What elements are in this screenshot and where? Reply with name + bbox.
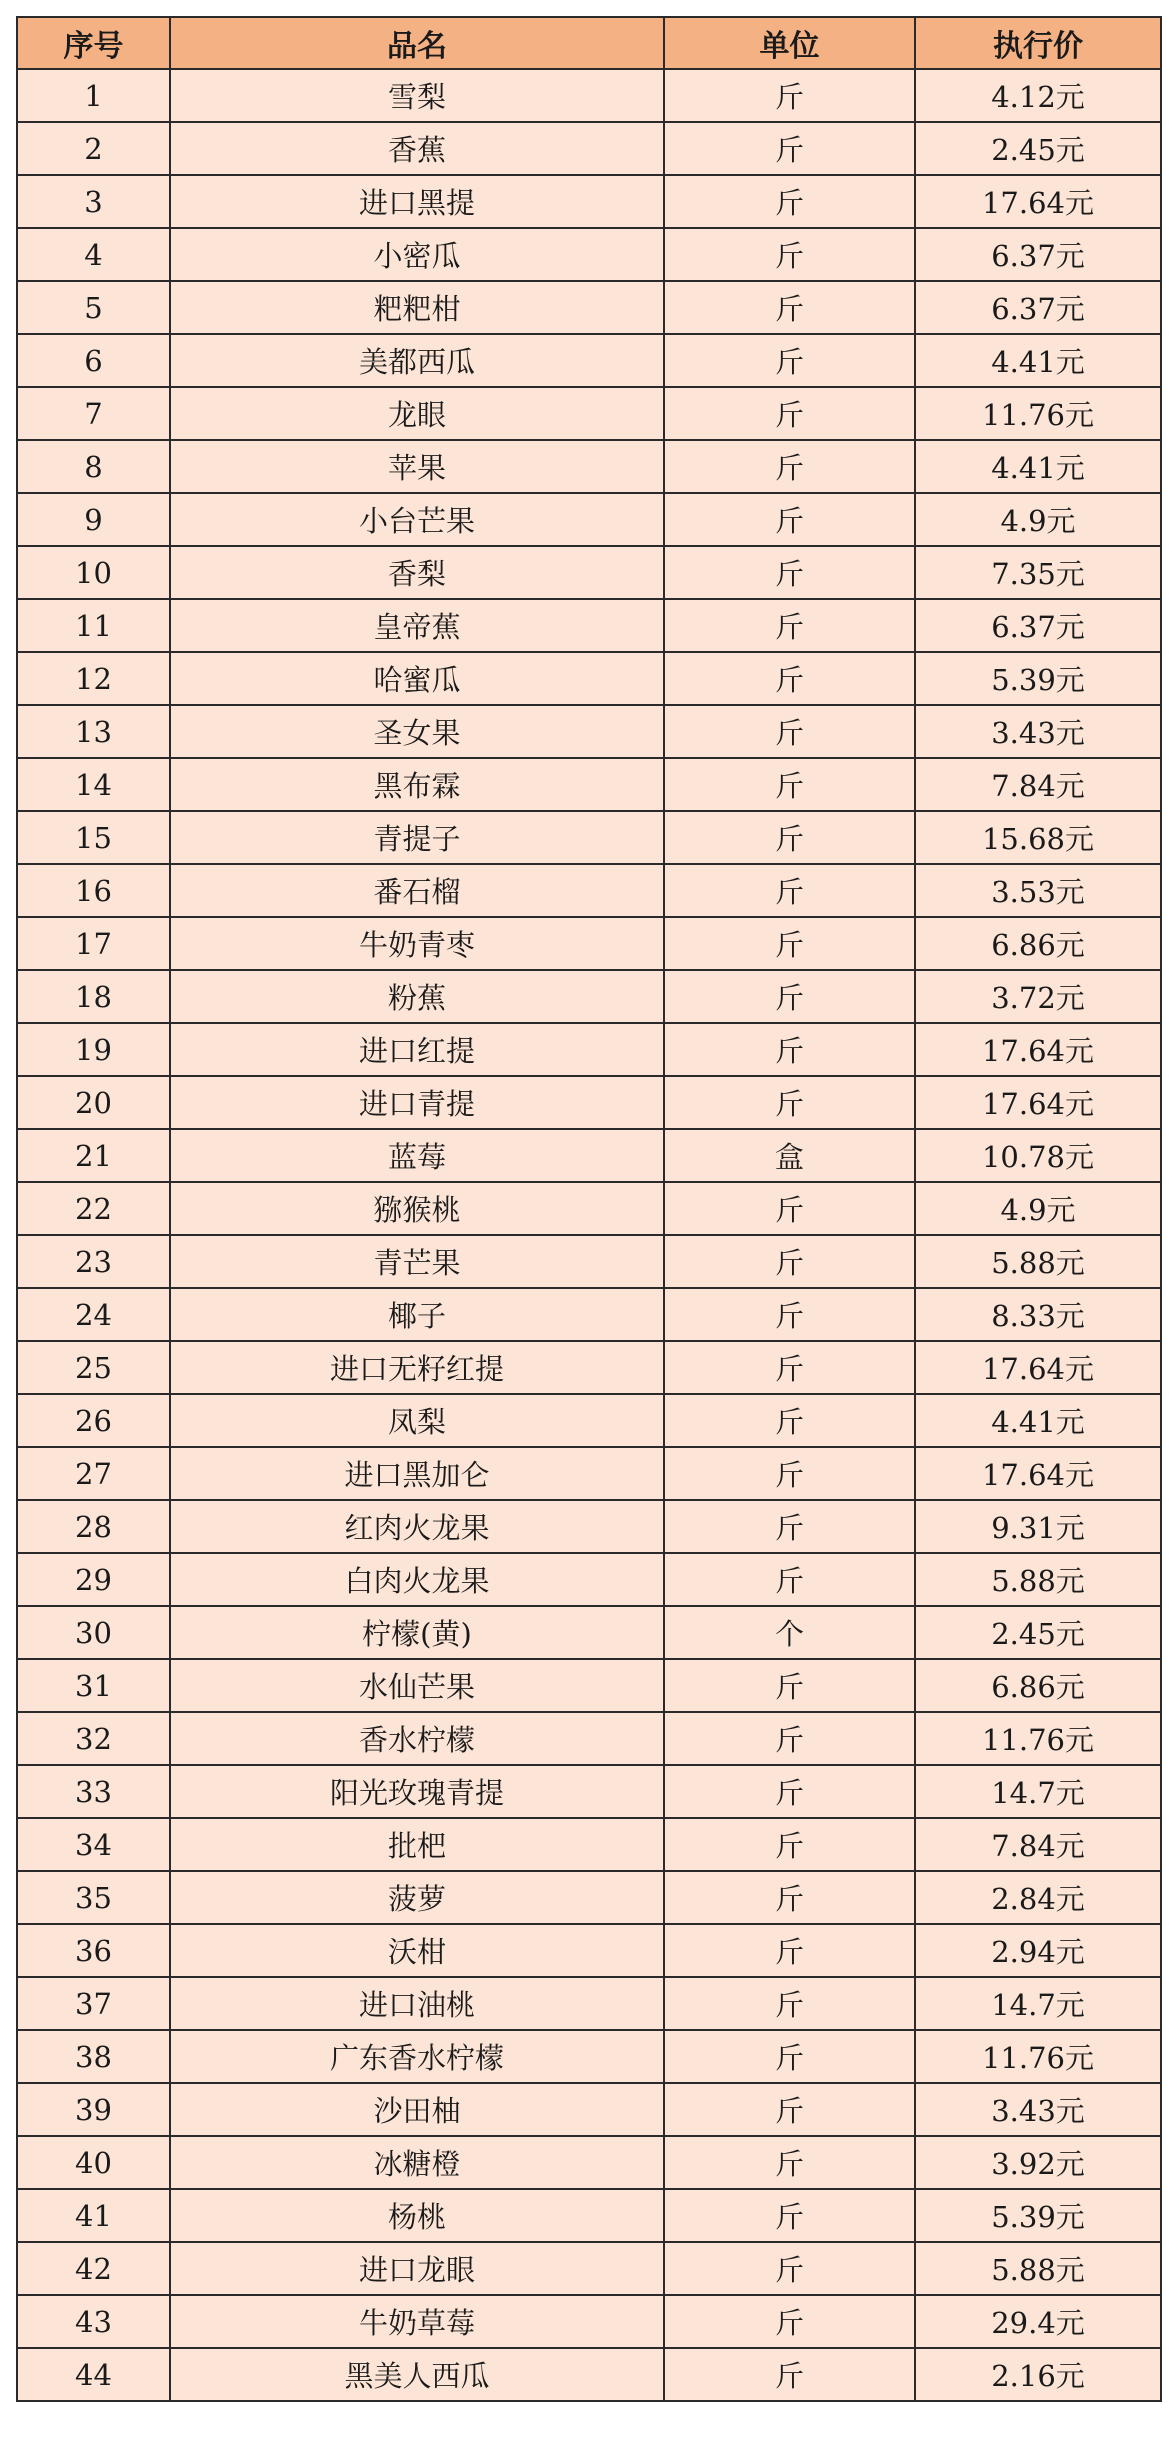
cell-unit: 斤 (664, 2136, 915, 2189)
cell-index: 42 (17, 2242, 170, 2295)
cell-price: 11.76元 (915, 1712, 1161, 1765)
cell-name: 阳光玫瑰青提 (170, 1765, 664, 1818)
table-row (17, 811, 1161, 864)
cell-unit: 斤 (664, 2242, 915, 2295)
table-row (17, 2348, 1161, 2401)
cell-index: 24 (17, 1288, 170, 1341)
cell-price: 7.35元 (915, 546, 1161, 599)
table-row (17, 1765, 1161, 1818)
cell-price: 2.94元 (915, 1924, 1161, 1977)
cell-price: 2.84元 (915, 1871, 1161, 1924)
cell-price: 6.86元 (915, 917, 1161, 970)
table-row (17, 1977, 1161, 2030)
cell-name: 粉蕉 (170, 970, 664, 1023)
cell-index: 33 (17, 1765, 170, 1818)
cell-name: 凤梨 (170, 1394, 664, 1447)
cell-name: 番石榴 (170, 864, 664, 917)
cell-index: 10 (17, 546, 170, 599)
table-row (17, 2242, 1161, 2295)
column-header-unit: 单位 (664, 17, 915, 69)
cell-name: 黑美人西瓜 (170, 2348, 664, 2401)
table-row (17, 652, 1161, 705)
cell-index: 16 (17, 864, 170, 917)
cell-unit: 斤 (664, 599, 915, 652)
table-row (17, 970, 1161, 1023)
cell-name: 粑粑柑 (170, 281, 664, 334)
cell-unit: 斤 (664, 1924, 915, 1977)
cell-name: 进口油桃 (170, 1977, 664, 2030)
cell-index: 27 (17, 1447, 170, 1500)
cell-price: 11.76元 (915, 387, 1161, 440)
cell-index: 20 (17, 1076, 170, 1129)
table-row (17, 1341, 1161, 1394)
cell-price: 3.92元 (915, 2136, 1161, 2189)
cell-index: 1 (17, 69, 170, 122)
table-header (17, 17, 1161, 69)
cell-price: 7.84元 (915, 758, 1161, 811)
cell-price: 3.72元 (915, 970, 1161, 1023)
cell-unit: 斤 (664, 1500, 915, 1553)
cell-name: 进口青提 (170, 1076, 664, 1129)
cell-index: 36 (17, 1924, 170, 1977)
table-row (17, 122, 1161, 175)
cell-index: 26 (17, 1394, 170, 1447)
cell-unit: 斤 (664, 1235, 915, 1288)
cell-name: 小台芒果 (170, 493, 664, 546)
cell-price: 17.64元 (915, 175, 1161, 228)
cell-unit: 斤 (664, 387, 915, 440)
cell-name: 红肉火龙果 (170, 1500, 664, 1553)
cell-index: 39 (17, 2083, 170, 2136)
cell-unit: 斤 (664, 69, 915, 122)
cell-name: 进口黑提 (170, 175, 664, 228)
cell-price: 17.64元 (915, 1341, 1161, 1394)
cell-index: 6 (17, 334, 170, 387)
cell-index: 30 (17, 1606, 170, 1659)
cell-price: 10.78元 (915, 1129, 1161, 1182)
cell-name: 哈蜜瓜 (170, 652, 664, 705)
table-row (17, 1659, 1161, 1712)
cell-index: 34 (17, 1818, 170, 1871)
cell-price: 6.37元 (915, 228, 1161, 281)
cell-index: 38 (17, 2030, 170, 2083)
cell-price: 4.9元 (915, 1182, 1161, 1235)
table-row (17, 2189, 1161, 2242)
cell-name: 杨桃 (170, 2189, 664, 2242)
cell-index: 31 (17, 1659, 170, 1712)
cell-name: 牛奶青枣 (170, 917, 664, 970)
table-row (17, 387, 1161, 440)
cell-unit: 斤 (664, 440, 915, 493)
table-row (17, 1076, 1161, 1129)
cell-name: 圣女果 (170, 705, 664, 758)
table-row (17, 1023, 1161, 1076)
cell-price: 17.64元 (915, 1447, 1161, 1500)
cell-price: 4.12元 (915, 69, 1161, 122)
cell-name: 黑布霖 (170, 758, 664, 811)
cell-unit: 斤 (664, 917, 915, 970)
cell-name: 美都西瓜 (170, 334, 664, 387)
cell-name: 猕猴桃 (170, 1182, 664, 1235)
cell-index: 14 (17, 758, 170, 811)
cell-unit: 斤 (664, 1288, 915, 1341)
cell-name: 青提子 (170, 811, 664, 864)
cell-index: 43 (17, 2295, 170, 2348)
fruit-price-table (16, 16, 1162, 2402)
cell-price: 3.43元 (915, 2083, 1161, 2136)
cell-price: 4.41元 (915, 334, 1161, 387)
table-row (17, 2030, 1161, 2083)
cell-name: 进口龙眼 (170, 2242, 664, 2295)
table-row (17, 1288, 1161, 1341)
cell-name: 牛奶草莓 (170, 2295, 664, 2348)
table-row (17, 599, 1161, 652)
cell-price: 14.7元 (915, 1765, 1161, 1818)
cell-unit: 斤 (664, 2083, 915, 2136)
cell-index: 29 (17, 1553, 170, 1606)
cell-unit: 斤 (664, 1076, 915, 1129)
column-header-index: 序号 (17, 17, 170, 69)
table-row (17, 1924, 1161, 1977)
cell-name: 椰子 (170, 1288, 664, 1341)
cell-index: 8 (17, 440, 170, 493)
table-row (17, 228, 1161, 281)
cell-index: 23 (17, 1235, 170, 1288)
cell-name: 小密瓜 (170, 228, 664, 281)
cell-unit: 斤 (664, 1818, 915, 1871)
cell-price: 9.31元 (915, 1500, 1161, 1553)
column-header-price: 执行价 (915, 17, 1161, 69)
cell-index: 32 (17, 1712, 170, 1765)
cell-price: 5.39元 (915, 2189, 1161, 2242)
cell-name: 柠檬(黄) (170, 1606, 664, 1659)
cell-name: 蓝莓 (170, 1129, 664, 1182)
cell-name: 冰糖橙 (170, 2136, 664, 2189)
table-row (17, 2083, 1161, 2136)
cell-unit: 盒 (664, 1129, 915, 1182)
cell-index: 35 (17, 1871, 170, 1924)
cell-price: 17.64元 (915, 1076, 1161, 1129)
cell-price: 14.7元 (915, 1977, 1161, 2030)
cell-unit: 斤 (664, 705, 915, 758)
cell-unit: 斤 (664, 281, 915, 334)
cell-unit: 斤 (664, 1977, 915, 2030)
table-row (17, 281, 1161, 334)
table-row (17, 864, 1161, 917)
cell-price: 6.37元 (915, 281, 1161, 334)
cell-index: 13 (17, 705, 170, 758)
cell-index: 21 (17, 1129, 170, 1182)
cell-unit: 斤 (664, 2189, 915, 2242)
cell-name: 白肉火龙果 (170, 1553, 664, 1606)
cell-unit: 斤 (664, 811, 915, 864)
cell-price: 2.45元 (915, 122, 1161, 175)
cell-name: 广东香水柠檬 (170, 2030, 664, 2083)
cell-price: 3.53元 (915, 864, 1161, 917)
table-row (17, 493, 1161, 546)
cell-unit: 斤 (664, 1447, 915, 1500)
cell-unit: 斤 (664, 175, 915, 228)
cell-price: 5.39元 (915, 652, 1161, 705)
cell-price: 15.68元 (915, 811, 1161, 864)
cell-unit: 斤 (664, 1182, 915, 1235)
cell-index: 5 (17, 281, 170, 334)
table-row (17, 917, 1161, 970)
cell-name: 香水柠檬 (170, 1712, 664, 1765)
cell-unit: 斤 (664, 1394, 915, 1447)
cell-index: 18 (17, 970, 170, 1023)
cell-name: 进口黑加仑 (170, 1447, 664, 1500)
cell-unit: 斤 (664, 864, 915, 917)
table-row (17, 69, 1161, 122)
cell-unit: 斤 (664, 970, 915, 1023)
cell-unit: 斤 (664, 1659, 915, 1712)
cell-index: 22 (17, 1182, 170, 1235)
cell-name: 进口红提 (170, 1023, 664, 1076)
cell-index: 40 (17, 2136, 170, 2189)
cell-index: 4 (17, 228, 170, 281)
cell-price: 11.76元 (915, 2030, 1161, 2083)
table-row (17, 440, 1161, 493)
cell-price: 4.41元 (915, 1394, 1161, 1447)
cell-price: 3.43元 (915, 705, 1161, 758)
cell-unit: 斤 (664, 2030, 915, 2083)
cell-unit: 斤 (664, 1765, 915, 1818)
cell-unit: 斤 (664, 228, 915, 281)
table-row (17, 2136, 1161, 2189)
cell-index: 44 (17, 2348, 170, 2401)
cell-name: 沃柑 (170, 1924, 664, 1977)
table-row (17, 175, 1161, 228)
cell-index: 28 (17, 1500, 170, 1553)
table-row (17, 1553, 1161, 1606)
cell-price: 5.88元 (915, 2242, 1161, 2295)
cell-index: 2 (17, 122, 170, 175)
cell-unit: 斤 (664, 546, 915, 599)
cell-name: 水仙芒果 (170, 1659, 664, 1712)
cell-price: 6.86元 (915, 1659, 1161, 1712)
cell-price: 2.16元 (915, 2348, 1161, 2401)
cell-index: 19 (17, 1023, 170, 1076)
table-row (17, 1394, 1161, 1447)
cell-price: 5.88元 (915, 1553, 1161, 1606)
cell-price: 8.33元 (915, 1288, 1161, 1341)
cell-name: 批杷 (170, 1818, 664, 1871)
header-row (17, 17, 1161, 69)
table-row (17, 758, 1161, 811)
table-row (17, 2295, 1161, 2348)
table-row (17, 1818, 1161, 1871)
cell-unit: 斤 (664, 1341, 915, 1394)
cell-name: 菠萝 (170, 1871, 664, 1924)
table-row (17, 705, 1161, 758)
table-row (17, 1129, 1161, 1182)
cell-price: 6.37元 (915, 599, 1161, 652)
cell-index: 9 (17, 493, 170, 546)
cell-index: 41 (17, 2189, 170, 2242)
cell-index: 12 (17, 652, 170, 705)
cell-price: 2.45元 (915, 1606, 1161, 1659)
table-row (17, 1871, 1161, 1924)
table-row (17, 1712, 1161, 1765)
cell-index: 25 (17, 1341, 170, 1394)
cell-price: 4.41元 (915, 440, 1161, 493)
cell-name: 龙眼 (170, 387, 664, 440)
cell-index: 15 (17, 811, 170, 864)
cell-unit: 斤 (664, 122, 915, 175)
table-row (17, 1606, 1161, 1659)
cell-name: 苹果 (170, 440, 664, 493)
table-row (17, 1182, 1161, 1235)
table-row (17, 334, 1161, 387)
cell-name: 进口无籽红提 (170, 1341, 664, 1394)
cell-unit: 斤 (664, 2295, 915, 2348)
table-row (17, 1447, 1161, 1500)
table-body (17, 69, 1161, 2401)
cell-unit: 斤 (664, 493, 915, 546)
cell-price: 4.9元 (915, 493, 1161, 546)
cell-unit: 斤 (664, 1553, 915, 1606)
cell-unit: 斤 (664, 652, 915, 705)
table-row (17, 1500, 1161, 1553)
cell-price: 5.88元 (915, 1235, 1161, 1288)
cell-index: 17 (17, 917, 170, 970)
cell-price: 7.84元 (915, 1818, 1161, 1871)
cell-name: 沙田柚 (170, 2083, 664, 2136)
column-header-name: 品名 (170, 17, 664, 69)
cell-unit: 斤 (664, 1871, 915, 1924)
cell-price: 29.4元 (915, 2295, 1161, 2348)
cell-name: 香蕉 (170, 122, 664, 175)
cell-price: 17.64元 (915, 1023, 1161, 1076)
cell-name: 香梨 (170, 546, 664, 599)
cell-unit: 斤 (664, 1712, 915, 1765)
cell-unit: 个 (664, 1606, 915, 1659)
cell-index: 11 (17, 599, 170, 652)
cell-unit: 斤 (664, 334, 915, 387)
cell-unit: 斤 (664, 1023, 915, 1076)
table-row (17, 1235, 1161, 1288)
cell-index: 37 (17, 1977, 170, 2030)
cell-name: 青芒果 (170, 1235, 664, 1288)
cell-unit: 斤 (664, 758, 915, 811)
cell-index: 3 (17, 175, 170, 228)
table-row (17, 546, 1161, 599)
cell-name: 皇帝蕉 (170, 599, 664, 652)
cell-unit: 斤 (664, 2348, 915, 2401)
cell-name: 雪梨 (170, 69, 664, 122)
cell-index: 7 (17, 387, 170, 440)
